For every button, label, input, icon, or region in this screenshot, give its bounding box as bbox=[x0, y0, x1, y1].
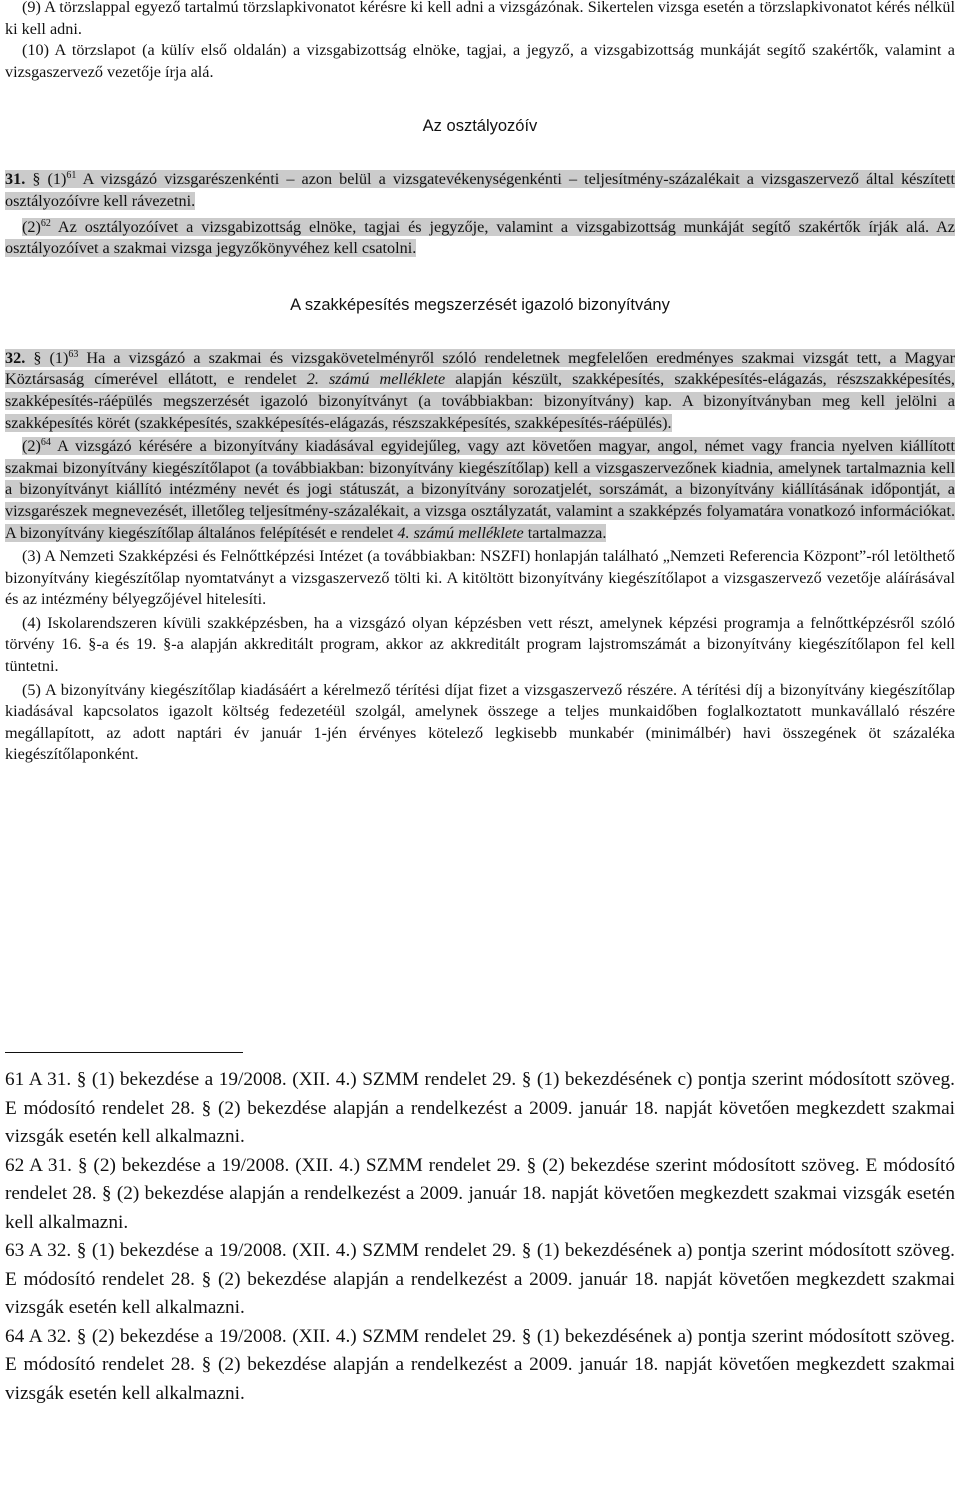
highlighted-amendment bbox=[5, 349, 955, 432]
heading-osztalyozoiv: Az osztályozóív bbox=[422, 117, 538, 136]
highlighted-amendment bbox=[5, 218, 955, 258]
footnotes bbox=[5, 1066, 955, 1408]
footnote-ref-62[interactable]: 62 bbox=[40, 217, 51, 229]
section-32-paragraph-5: (5) A bizonyítvány kiegészítőlap kiadásáért a kérelmező térítési díjat fizet a vizsgaszervező részére. A térítési díj a bizonyítvány kiegészítőlap kiadásával kapcsolatos igazolt költség fedezetéül szolgál, amelynek összege a teljes munkaidőben foglalkoztatott munkavállaló részére megállapított, az adott naptári év január 1-jén érvényes kötelező legkisebb munkabér (minimálbér) havi összegének öt százaléka kiegészítőlaponként. bbox=[5, 680, 955, 764]
footnote-62: 62 A 31. § (2) bekezdése a 19/2008. (XII. 4.) SZMM rendelet 29. § (2) bekezdése szerint módosított szöveg. E módosító rendelet 28. § (2) bekezdése alapján a rendelkezést a 2009. január 18. napját követően megkezdett szakmai vizsgák esetén kell alkalmazni. bbox=[5, 1154, 955, 1233]
section-number: 31. bbox=[5, 170, 26, 189]
section-32-paragraph-1 bbox=[5, 348, 955, 434]
section-32-paragraph-4: (4) Iskolarendszeren kívüli szakképzésben, ha a vizsgázó olyan képzésben vett részt, amelynek képzési programja a felnőttképzésről szóló törvény 16. §-a és 19. §-a alapján akkreditált program, akkor az akkreditált program lajstromszámát a bizonyítvány kiegészítőlapon fel kell tüntetni. bbox=[5, 613, 955, 676]
highlighted-amendment bbox=[5, 170, 955, 210]
section-31-paragraph-2 bbox=[5, 217, 955, 260]
section-31-paragraph-1 bbox=[5, 169, 955, 212]
footnote-ref-61[interactable]: 61 bbox=[66, 170, 77, 182]
paragraph-text: A vizsgázó vizsgarészenkénti – azon belül a vizsgatevékenységenkénti – teljesítmény-százalékait a vizsgaszervező által készített osztályozóívre kell rávezetni. bbox=[5, 170, 956, 210]
footnote-ref-63[interactable]: 63 bbox=[68, 348, 79, 360]
section-number: 32. bbox=[5, 348, 26, 367]
annex-reference: 2. számú melléklete bbox=[306, 370, 446, 389]
paragraph-text: Az osztályozóívet a vizsgabizottság elnöke, tagjai és jegyzője, valamint a vizsgabizottság munkáját segítő szakértők írják alá. Az osztályozóívet a szakmai vizsga jegyzőkönyvéhez kell csatolni. bbox=[5, 217, 955, 258]
paragraph-marker: (2) bbox=[22, 437, 41, 456]
footnote-64: 64 A 32. § (2) bekezdése a 19/2008. (XII. 4.) SZMM rendelet 29. § (1) bekezdésének a) pontja szerint módosított szöveg. E módosító rendelet 28. § (2) bekezdése alapján a rendelkezést a 2009. január 18. napját követően megkezdett szakmai vizsgák esetén kell alkalmazni. bbox=[5, 1325, 955, 1404]
section-32-paragraph-3: (3) A Nemzeti Szakképzési és Felnőttképzési Intézet (a továbbiakban: NSZFI) honlapján található „Nemzeti Referencia Központ”-ról letölthető bizonyítvány kiegészítőlap nyomtatványt a vizsgaszervező tölti ki. A kitöltött bizonyítvány kiegészítőlapot a vizsgaszervező vezetője aláírásával és az intézmény bélyegzőjével hitelesíti. bbox=[5, 547, 955, 609]
paragraph-marker: (2) bbox=[22, 217, 41, 236]
paragraph-text: tartalmazza. bbox=[523, 523, 607, 542]
paragraph-marker: § (1) bbox=[32, 170, 67, 189]
highlighted-amendment bbox=[5, 437, 955, 541]
footnote-61: 61 A 31. § (1) bekezdése a 19/2008. (XII. 4.) SZMM rendelet 29. § (1) bekezdésének c) pontja szerint módosított szöveg. E módosító rendelet 28. § (2) bekezdése alapján a rendelkezést a 2009. január 18. napját követően megkezdett szakmai vizsgák esetén kell alkalmazni. bbox=[5, 1069, 955, 1147]
paragraph-10: (10) A törzslapot (a külív első oldalán) a vizsgabizottság elnöke, tagjai, a jegyző, a vizsgabizottság munkáját segítő szakértők, valamint a vizsgaszervező vezetője írja alá. bbox=[5, 41, 955, 81]
paragraph-marker: § (1) bbox=[33, 348, 69, 367]
footnote-divider bbox=[5, 1052, 243, 1053]
heading-bizonyitvany: A szakképesítés megszerzését igazoló bizonyítvány bbox=[290, 295, 670, 314]
annex-reference: 4. számú melléklete bbox=[397, 523, 524, 542]
paragraph-text: alapján készült, szakképesítés, szakképesítés-elágazás, részszakképesítés, szakképesítés-ráépülés megszerzését igazoló bizonyítványt (a továbbiakban: bizonyítvány) kap. A bizonyítványban meg kell jelölni a szakképesítés körét (szakképesítés, szakképesítés-elágazás, részszakképesítés, szakképesítés-ráépülés). bbox=[5, 370, 955, 432]
footnote-63: 63 A 32. § (1) bekezdése a 19/2008. (XII. 4.) SZMM rendelet 29. § (1) bekezdésének a) pontja szerint módosított szöveg. E módosító rendelet 28. § (2) bekezdése alapján a rendelkezést a 2009. január 18. napját követően megkezdett szakmai vizsgák esetén kell alkalmazni. bbox=[5, 1240, 955, 1318]
paragraph-text: A vizsgázó kérésére a bizonyítvány kiadásával egyidejűleg, vagy azt követően magyar, angol, német vagy francia nyelven kiállított szakmai bizonyítvány kiegészítőlapot (a továbbiakban: bizonyítvány kiegészítőlap) kell a vizsgaszervezőnek kiadnia, amelynek tartalmaznia kell a bizonyítványt kiállító intézmény nevét és jogi státuszát, a bizonyítvány sorozatjelét, sorszámát, a bizonyítvány kiállításának időpontját, a vizsgarészek megnevezését, illetőleg teljesítmény-százalékait, a vizsga osztályzatát, valamint a szakképzés folyamatára vonatkozó információkat. A bizonyítvány kiegészítőlap általános felépítését e rendelet bbox=[5, 437, 955, 542]
footnote-ref-64[interactable]: 64 bbox=[40, 437, 51, 449]
paragraph-text: Ha a vizsgázó a szakmai és vizsgakövetelményről szóló rendeletnek megfelelően eredményes szakmai vizsgát tett, a Magyar Köztársaság címerével ellátott, e rendelet bbox=[5, 348, 956, 389]
paragraph-9: (9) A törzslappal egyező tartalmú törzslapkivonatot kérésre ki kell adni a vizsgázónak. Sikertelen vizsga esetén a törzslapkivonatot kérés nélkül ki kell adni. bbox=[5, 0, 955, 38]
document-page bbox=[5, 0, 955, 766]
section-32-paragraph-2 bbox=[5, 436, 955, 544]
